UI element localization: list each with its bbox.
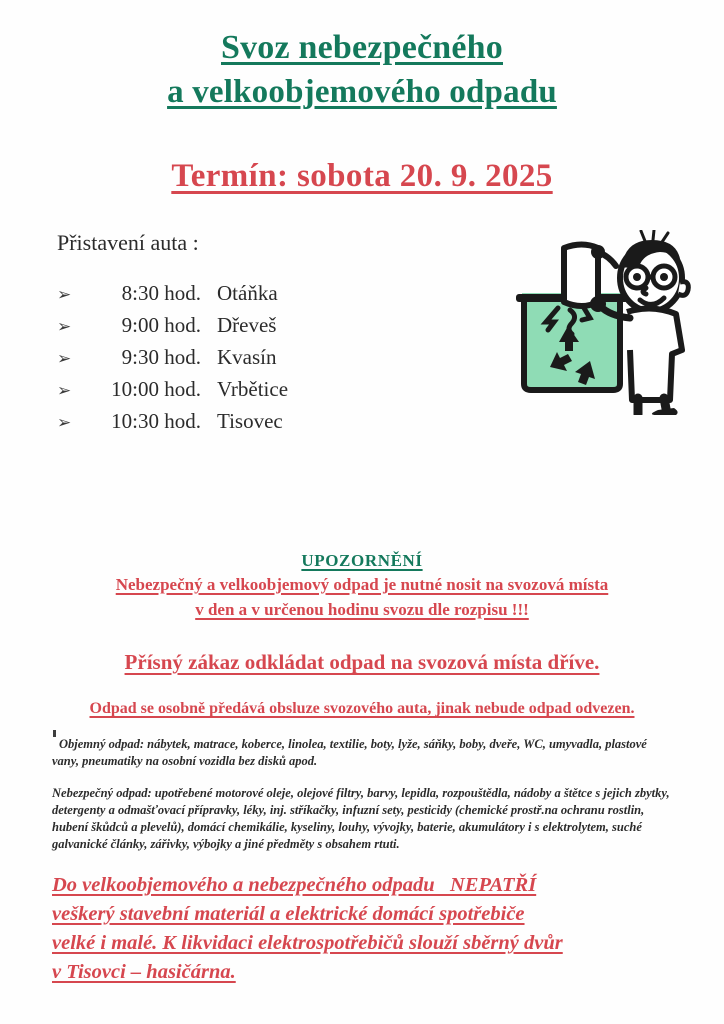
fine-print-section xyxy=(0,736,724,853)
hazardous-waste-paragraph xyxy=(52,785,676,853)
ban-notice: Přísný zákaz odkládat odpad na svozová místa dříve. xyxy=(124,650,600,674)
schedule-section xyxy=(0,230,724,438)
closing-line-2: veškerý stavební materiál a elektrické domácí spotřebiče xyxy=(52,903,525,925)
closing-line-1: Do velkoobjemového a nebezpečného odpadu NEPATŘÍ xyxy=(52,874,537,896)
schedule-place: Otáňka xyxy=(217,281,278,305)
schedule-place: Vrbětice xyxy=(217,377,289,401)
notice-section xyxy=(0,550,724,622)
arrow-bullet-icon: ➢ xyxy=(57,413,72,432)
arrow-bullet-icon: ➢ xyxy=(57,285,72,304)
arrow-bullet-icon: ➢ xyxy=(57,317,72,336)
bulky-waste-text: Objemný odpad: nábytek, matrace, koberce, linolea, textilie, boty, lyže, sáňky, boby, dveře, WC, umyvadla, plastové vany, pneumatiky na osobní vozidla bez disků apod. xyxy=(52,737,647,768)
person-recycling-bin-icon xyxy=(512,230,702,415)
closing-line-3: velké i malé. K likvidaci elektrospotřebičů slouží sběrný dvůr xyxy=(52,932,563,954)
title-line-1: Svoz nebezpečného xyxy=(221,29,503,66)
hazardous-waste-text: Nebezpečný odpad: upotřebené motorové oleje, olejové filtry, barvy, lepidla, rozpouštědla, nádoby a štětce s jejich zbytky, detergenty a odmašťovací přípravky, léky, inj. stříkačky, infuzní sety, pesticidy (chemické prostř.na ochranu rostlin, hubení škůdců a plevelů), domácí chemikálie, kyseliny, louhy, vývojky, baterie, akumulátory i s elektrolytem, suché galvanické články, zářivky, výbojky a jiné předměty s obsahem rtuti. xyxy=(52,786,670,851)
schedule-time: 9:30 hod. xyxy=(121,345,201,369)
notice-line-1: Nebezpečný a velkoobjemový odpad je nutné nosit na svozová místa xyxy=(115,575,609,594)
closing-line-4: v Tisovci – hasičárna. xyxy=(52,961,236,983)
schedule-heading: Přistavení auta : xyxy=(57,230,199,255)
closing-section xyxy=(0,871,724,987)
poster-title xyxy=(0,0,724,114)
arrow-bullet-icon: ➢ xyxy=(57,349,72,368)
title-line-2: a velkoobjemového odpadu xyxy=(167,74,557,110)
schedule-time: 10:30 hod. xyxy=(111,409,201,433)
notice-line-2: v den a v určenou hodinu svozu dle rozpisu !!! xyxy=(195,600,529,619)
arrow-bullet-icon: ➢ xyxy=(57,381,72,400)
event-date: Termín: sobota 20. 9. 2025 xyxy=(171,158,553,194)
schedule-place: Tisovec xyxy=(217,409,283,433)
bulky-waste-paragraph xyxy=(52,736,676,770)
schedule-place: Kvasín xyxy=(217,345,277,369)
handover-notice: Odpad se osobně předává obsluze svozového auta, jinak nebude odpad odvezen. xyxy=(89,700,635,717)
ink-speck-mark xyxy=(53,730,56,737)
schedule-time: 9:00 hod. xyxy=(121,313,201,337)
schedule-place: Dřeveš xyxy=(217,313,277,337)
schedule-time: 10:00 hod. xyxy=(111,377,201,401)
schedule-time: 8:30 hod. xyxy=(121,281,201,305)
notice-title: UPOZORNĚNÍ xyxy=(301,551,423,570)
